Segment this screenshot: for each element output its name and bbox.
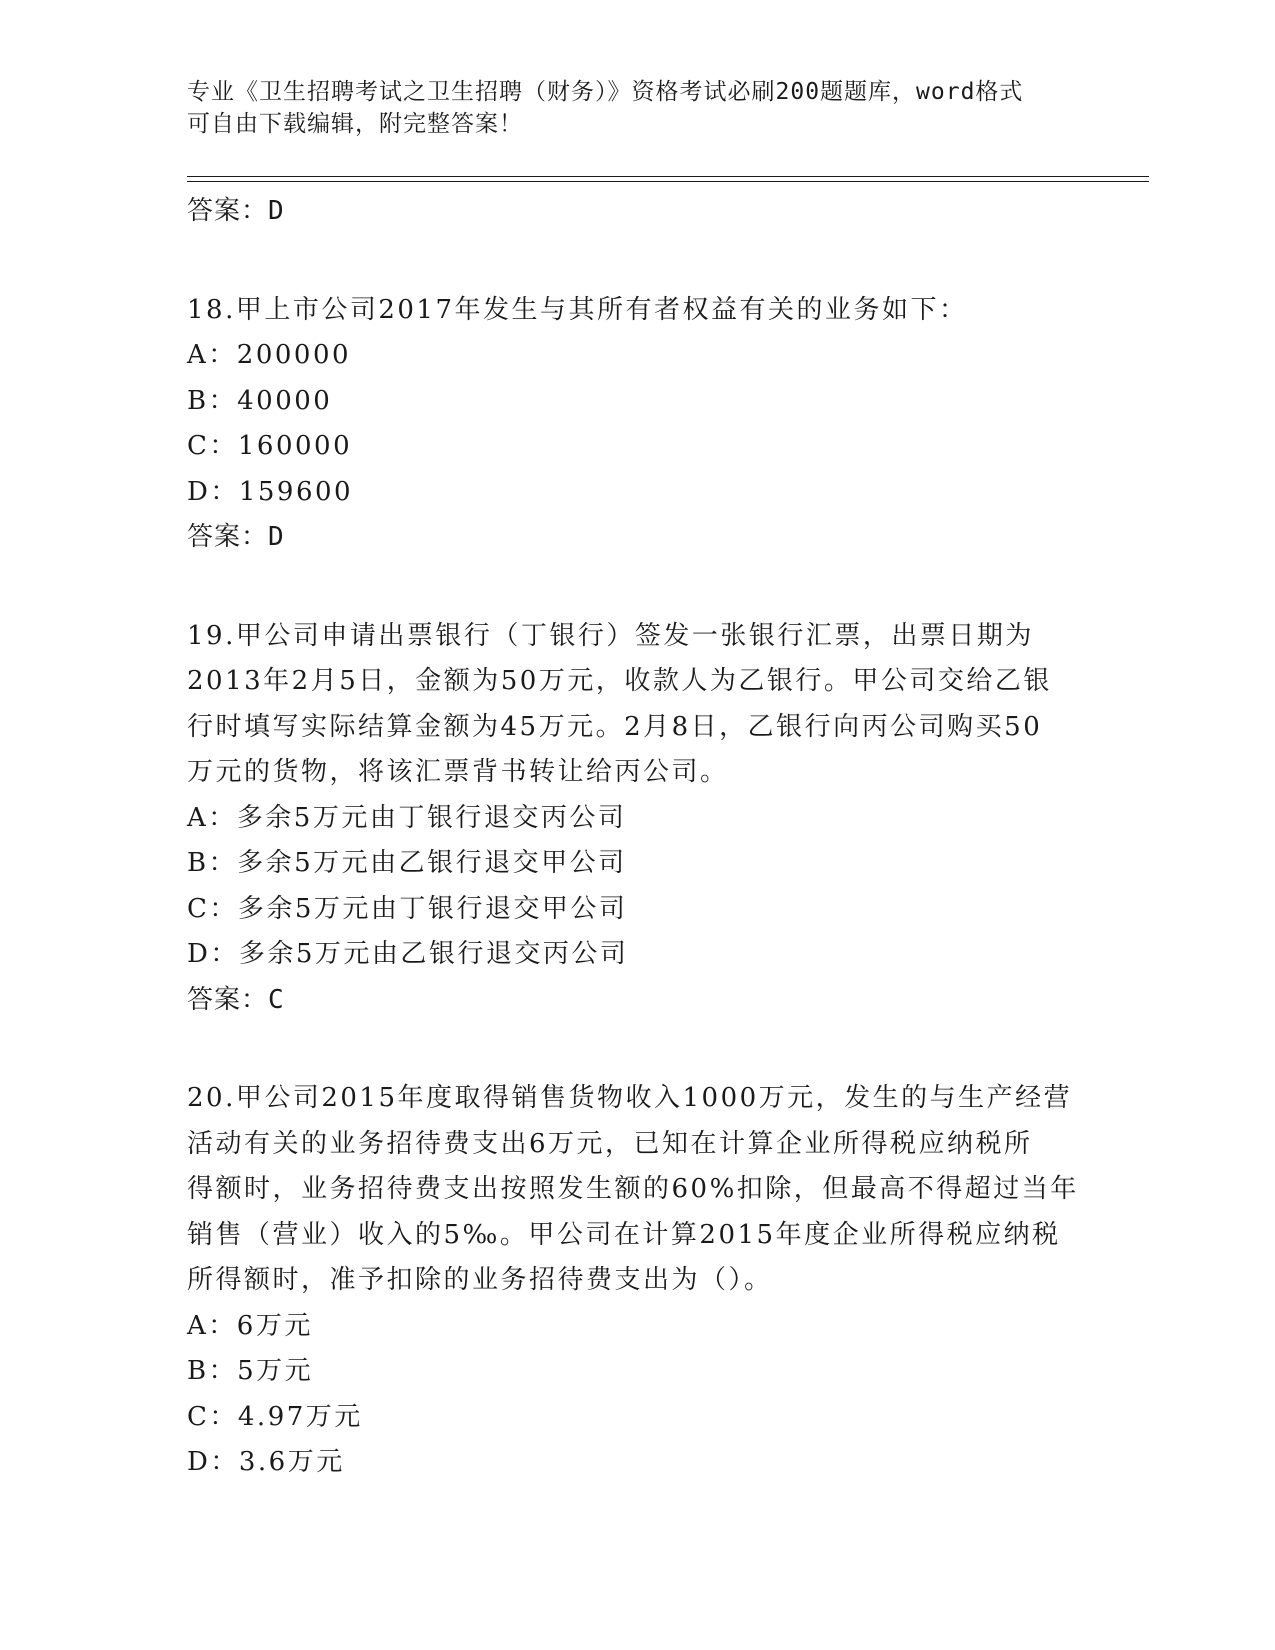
answer-q17: 答案：D [187,196,285,226]
option-b: B：40000 [187,385,333,416]
answer-q18: 答案：D [187,522,285,552]
option-d: D：159600 [187,476,354,507]
question-stem-line: 18.甲上市公司2017年发生与其所有者权益有关的业务如下： [187,294,968,325]
option-c: C：多余5万元由丁银行退交甲公司 [187,893,628,924]
header-line-1: 专业《卫生招聘考试之卫生招聘（财务）》资格考试必刷200题题库，word格式 [187,79,1024,105]
question-20 [187,1076,1087,1486]
question-stem-line: 2013年2月5日，金额为50万元，收款人为乙银行。甲公司交给乙银 [187,666,1052,696]
option-a: A：6万元 [187,1310,313,1341]
question-stem-line: 行时填写实际结算金额为45万元。2月8日，乙银行向丙公司购买50 [187,711,1043,742]
option-a: A：200000 [187,340,352,370]
option-a: A：多余5万元由丁银行退交丙公司 [187,802,627,833]
question-stem-line: 所得额时，准予扣除的业务招待费支出为（）。 [187,1265,773,1295]
spacer [187,235,1087,288]
header-divider [187,176,1149,182]
spacer [187,561,1087,614]
option-c: C：160000 [187,431,353,461]
question-stem-line: 得额时，业务招待费支出按照发生额的60%扣除，但最高不得超过当年 [187,1174,1079,1204]
document-body [187,189,1087,1486]
option-d: D：3.6万元 [187,1447,345,1477]
option-d: D：多余5万元由乙银行退交丙公司 [187,939,629,969]
option-c: C：4.97万元 [187,1401,363,1432]
question-stem-line: 万元的货物，将该汇票背书转让给丙公司。 [187,757,729,787]
question-stem-line: 20.甲公司2015年度取得销售货物收入1000万元，发生的与生产经营 [187,1083,1073,1113]
spacer [187,1023,1087,1076]
question-stem-line: 活动有关的业务招待费支出6万元，已知在计算企业所得税应纳税所 [187,1128,1033,1159]
answer-q19: 答案：C [187,984,285,1015]
question-18 [187,288,1087,561]
question-19 [187,614,1087,1024]
option-b: B：多余5万元由乙银行退交甲公司 [187,848,627,878]
option-b: B：5万元 [187,1356,314,1386]
question-stem-line: 19.甲公司申请出票银行（丁银行）签发一张银行汇票，出票日期为 [187,620,1034,651]
header-line-2: 可自由下载编辑，附完整答案！ [187,111,523,137]
question-stem-line: 销售（营业）收入的5‰。甲公司在计算2015年度企业所得税应纳税 [187,1219,1061,1250]
page-header [187,76,1067,140]
